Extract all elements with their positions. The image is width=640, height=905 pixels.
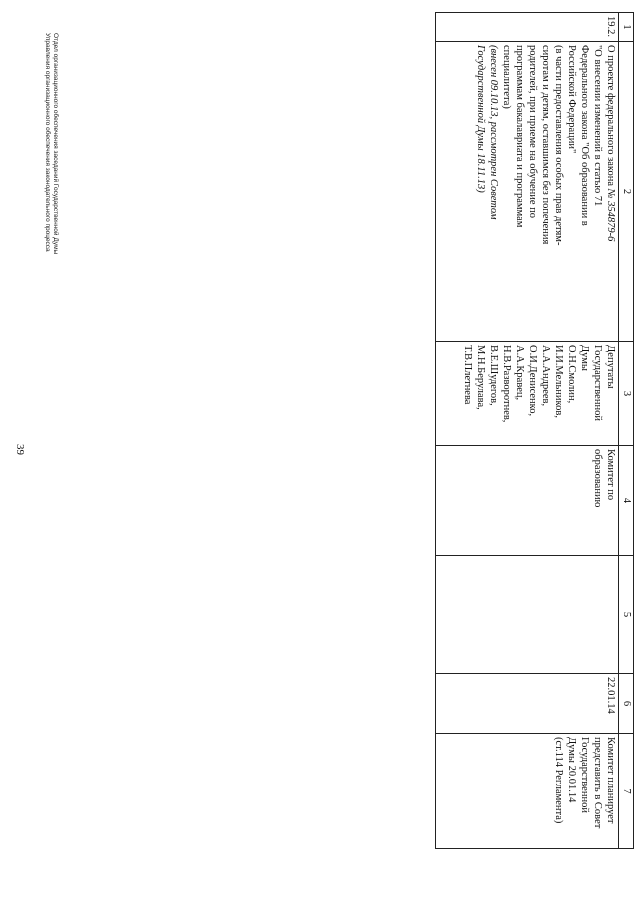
committee-line: образованию (592, 449, 603, 508)
author-line: М.Н.Берулава, (475, 345, 486, 410)
author-line: Т.В.Плетнева (462, 345, 473, 405)
note-line: (ст.114 Регламента) (553, 737, 564, 824)
col-header: 3 (619, 342, 634, 446)
footer-line: Отдел организационного обеспечения заседаний Государственной Думы (52, 33, 59, 255)
col-header: 1 (619, 13, 634, 42)
footer-line: Управления организационного обеспечения законодательного процесса (44, 33, 51, 252)
author-line: Депутаты (605, 345, 616, 389)
author-line: Думы (579, 345, 590, 371)
bill-line: Государственной Думы 18.11.13) (475, 45, 486, 193)
bill-line: Российской Федерации" (566, 45, 577, 154)
authors-cell (436, 342, 619, 446)
date-cell: 22.01.14 (436, 674, 619, 734)
table-row (436, 13, 619, 849)
author-line: А.А.Андреев, (540, 345, 551, 407)
bill-line: специалитета) (501, 45, 512, 109)
committee-cell (436, 446, 619, 556)
bill-line: "О внесении изменений в статью 71 (592, 45, 603, 207)
agenda-table (435, 12, 634, 849)
item-number: 19.2. (436, 13, 619, 42)
bill-line: родителей, при приеме на обучение по (527, 45, 538, 219)
author-line: О.Н.Смолин, (566, 345, 577, 404)
col-header: 6 (619, 674, 634, 734)
bill-line: (в части предоставления особых прав детям- (553, 45, 564, 246)
note-line: представить в Совет (592, 737, 603, 829)
note-cell (436, 734, 619, 849)
bill-line: сиротам и детям, оставшимся без попечения (540, 45, 551, 245)
bill-line: О проекте федерального закона № 354879-6 (605, 45, 616, 242)
bill-line: (внесен 09.10.13, рассмотрен Советом (488, 45, 499, 220)
col-header: 5 (619, 556, 634, 674)
author-line: В.Е.Шудегов, (488, 345, 499, 406)
note-line: Думы 20.01.14 (566, 737, 577, 803)
page-number: 39 (14, 444, 26, 455)
footer (43, 33, 59, 254)
bill-number: № 354879-6 (605, 188, 616, 242)
bill-title (436, 42, 619, 342)
committee-line: Комитет по (605, 449, 616, 501)
note-line: Комитет планирует (605, 737, 616, 824)
col-header: 2 (619, 42, 634, 342)
author-line: А.А.Кравец, (514, 345, 525, 401)
bill-line: программам бакалавриата и программам (514, 45, 525, 228)
col-header: 7 (619, 734, 634, 849)
col5-cell (436, 556, 619, 674)
author-line: Н.В.Разворотнев, (501, 345, 512, 423)
author-line: Государственной (592, 345, 603, 421)
table-header-row (619, 13, 634, 849)
col-header: 4 (619, 446, 634, 556)
author-line: О.И.Денисенко, (527, 345, 538, 417)
note-line: Государственной (579, 737, 590, 813)
bill-line: Федерального закона "Об образовании в (579, 45, 590, 226)
author-line: И.И.Мельников, (553, 345, 564, 418)
